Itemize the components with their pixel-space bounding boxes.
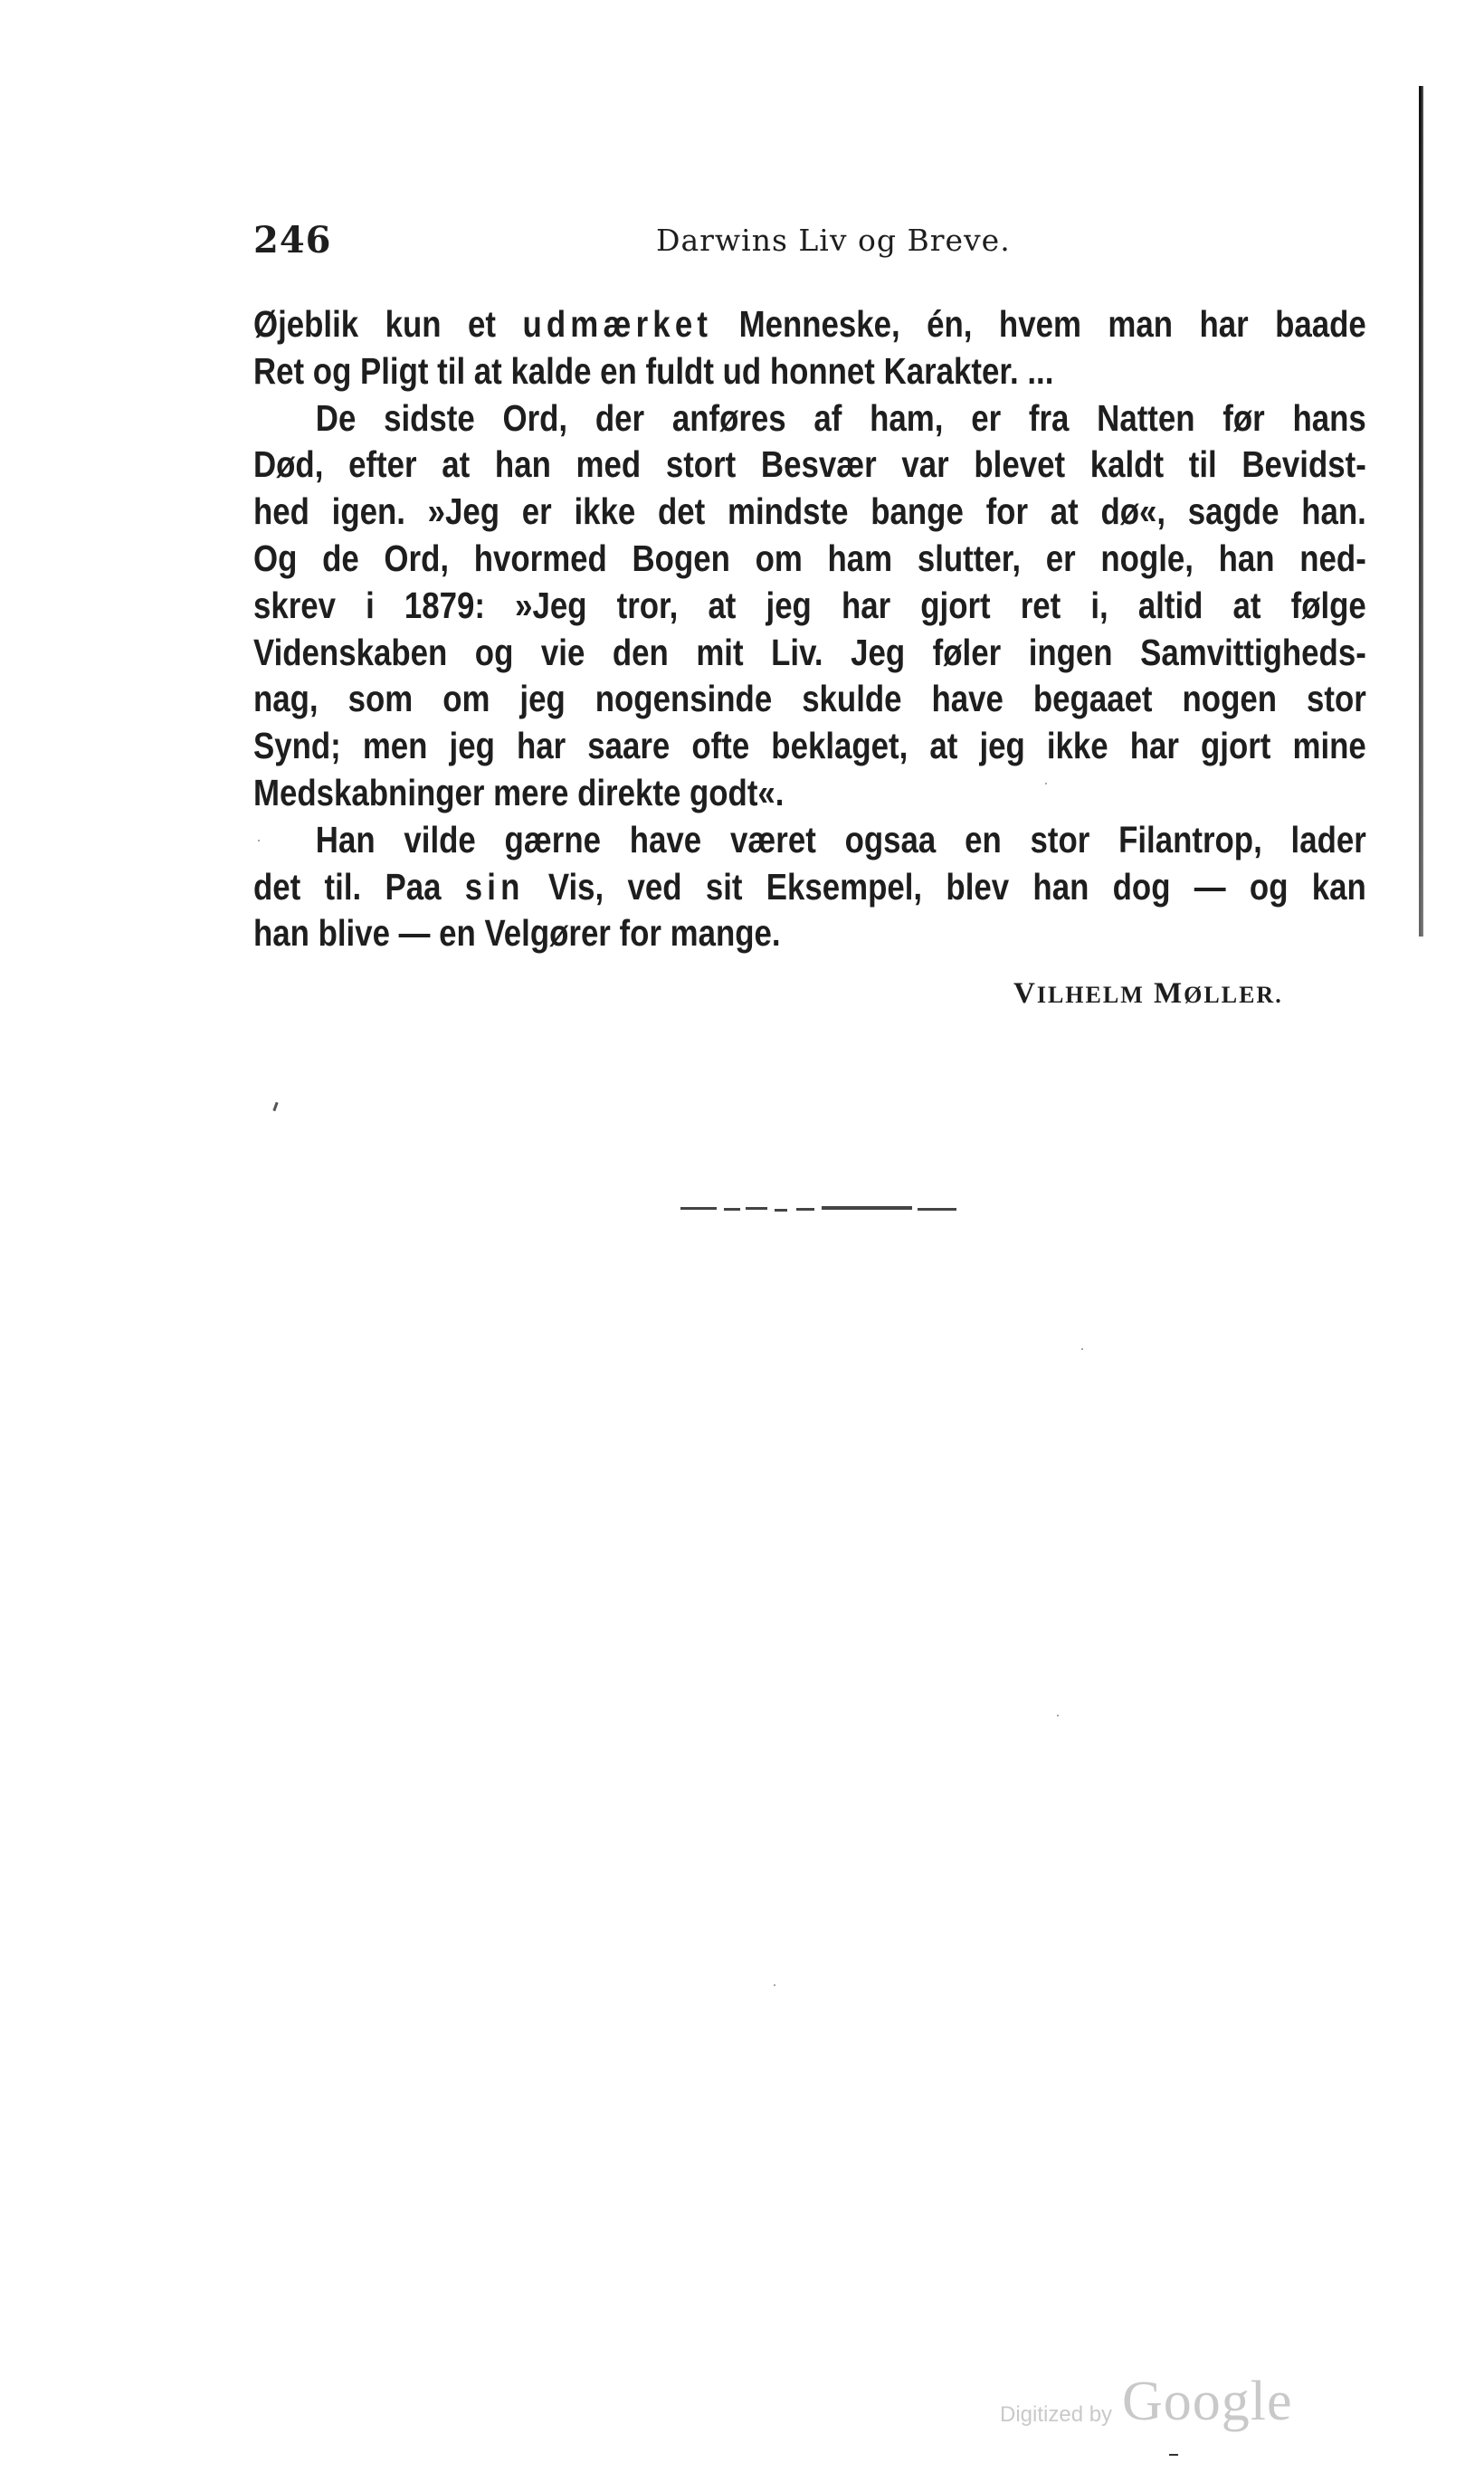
ornament-segment: [746, 1207, 767, 1210]
ornament-segment: [775, 1209, 787, 1212]
digitized-by-label: Digitized by: [1000, 2402, 1113, 2427]
google-logo-text: Google: [1122, 2371, 1293, 2432]
text-line-1-end: Menneske, én, hvem man har baade: [712, 303, 1366, 345]
text-line-14: han blive — en Velgører for mange.: [253, 912, 781, 955]
emphasis-spaced-word: udmærket: [522, 303, 713, 345]
text-line-9: nag, som om jeg nogensinde skulde have begaaet nogen stor: [253, 678, 1366, 720]
text-line-4: Død, efter at han med stort Besvær var blevet kaldt til Bevidst-: [253, 443, 1366, 486]
scan-speck: [774, 1984, 775, 1986]
digitized-watermark: [991, 2366, 1335, 2439]
page-number: 246: [253, 219, 332, 261]
running-title: Darwins Liv og Breve.: [656, 223, 1011, 258]
scan-speck: [272, 1102, 278, 1111]
author-signature: [1013, 977, 1283, 1011]
signature-first-initial: V: [1013, 977, 1037, 1010]
text-line-11: Medskabninger mere direkte godt«.: [253, 771, 785, 813]
text-line-5: hed igen. »Jeg er ikke det mindste bange for at dø«, sagde han.: [253, 490, 1366, 533]
signature-first-rest: ILHELM: [1036, 982, 1145, 1008]
ornament-segment: [918, 1208, 956, 1211]
text-line-12: Han vilde gærne have været ogsaa en stor Filantrop, lader: [315, 818, 1366, 860]
text-line-2: Ret og Pligt til at kalde en fuldt ud honnet Karakter. ...: [253, 349, 1054, 392]
emphasis-spaced-word: sin: [464, 865, 525, 908]
signature-last-rest: ØLLER.: [1184, 982, 1283, 1008]
ornament-segment: [796, 1208, 814, 1211]
section-end-ornament: [680, 1203, 956, 1214]
ornament-segment: [822, 1206, 912, 1210]
text-line-13-start: det til. Paa: [253, 865, 465, 908]
text-line-8: Videnskaben og vie den mit Liv. Jeg føler ingen Samvittigheds-: [253, 631, 1366, 673]
text-line-10: Synd; men jeg har saare ofte beklaget, at jeg ikke har gjort mine: [253, 725, 1366, 767]
scan-edge-shadow: [1422, 86, 1423, 937]
signature-last-initial: M: [1154, 977, 1184, 1010]
text-line-1-start: Øjeblik kun et: [253, 303, 523, 345]
text-line-13: [253, 864, 1366, 911]
ornament-segment: [724, 1208, 740, 1211]
running-head: [253, 219, 1366, 264]
text-line-13-end: Vis, ved sit Eksempel, blev han dog — og kan: [524, 865, 1366, 908]
text-line-6: Og de Ord, hvormed Bogen om ham slutter, er nogle, han ned-: [253, 537, 1366, 579]
scan-speck: [1057, 1715, 1059, 1716]
scan-speck: [258, 840, 260, 841]
text-line-1: [253, 301, 1366, 348]
text-line-7: skrev i 1879: »Jeg tror, at jeg har gjort ret i, altid at følge: [253, 584, 1366, 626]
scan-speck: [1045, 783, 1047, 784]
scan-speck: [1081, 1348, 1083, 1350]
text-line-3: De sidste Ord, der anføres af ham, er fra Natten før hans: [315, 396, 1366, 439]
scan-speck: [1169, 2454, 1178, 2456]
body-text: [253, 301, 1366, 957]
ornament-segment: [680, 1207, 717, 1210]
